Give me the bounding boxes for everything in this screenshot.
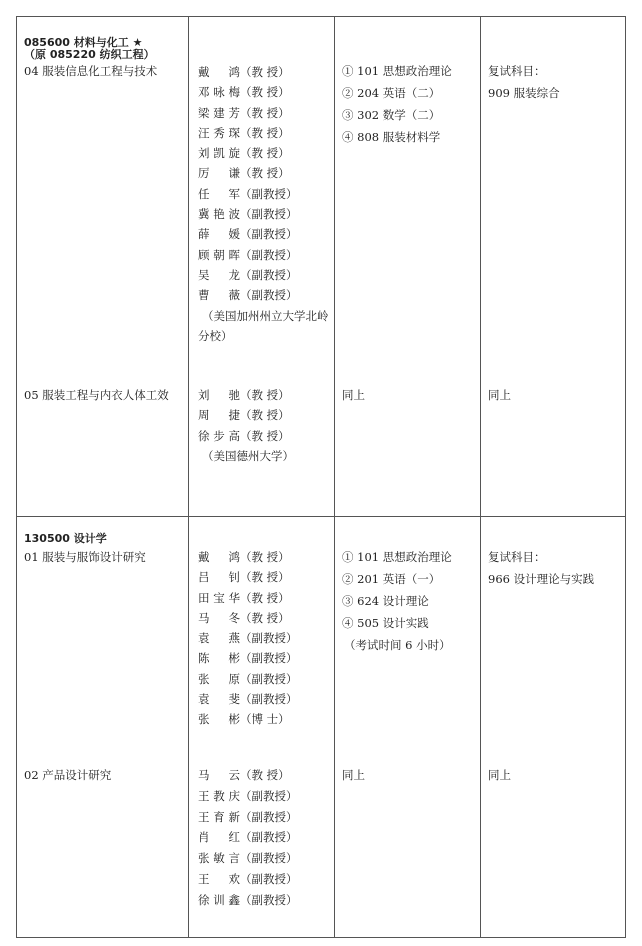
teacher-title: （副教授） xyxy=(240,871,298,886)
teacher-title: （副教授） xyxy=(240,671,298,686)
exam-subjects xyxy=(342,546,452,656)
teacher-title: （教 授） xyxy=(240,125,290,140)
teacher-title: （副教授） xyxy=(240,267,298,282)
retest-subject: 909 服装综合 xyxy=(488,86,560,100)
teacher-note: （美国德州大学） xyxy=(202,448,294,463)
teacher-name: 任 军 xyxy=(198,186,240,201)
teacher-title: （副教授） xyxy=(240,247,298,262)
teacher-name: 马 云 xyxy=(198,768,240,782)
teacher-name: 张 原 xyxy=(198,671,240,686)
teacher-list xyxy=(198,385,294,466)
exam-duration-note: （考试时间 6 小时） xyxy=(344,638,451,652)
teacher-name: 肖 红 xyxy=(198,830,240,845)
teacher-title: （教 授） xyxy=(240,590,290,605)
teacher-row xyxy=(198,103,329,123)
teacher-name: 马 冬 xyxy=(198,610,240,625)
teacher-row xyxy=(198,265,329,285)
teacher-name: 梁建芳 xyxy=(198,105,240,120)
major-header xyxy=(24,37,155,61)
section-divider xyxy=(16,516,626,517)
teacher-row xyxy=(198,890,298,911)
teacher-row xyxy=(198,184,329,204)
teacher-name: 袁 燕 xyxy=(198,631,240,646)
exam-subject: ③ 302 数学（二） xyxy=(342,108,441,122)
teacher-name: 吕 钊 xyxy=(198,570,240,585)
column-divider-1 xyxy=(188,16,189,938)
teacher-row xyxy=(198,385,294,405)
major-code: 130500 设计学 xyxy=(24,532,107,545)
direction-name: 05 服装工程与内衣人体工效 xyxy=(24,388,169,402)
exam-subject: ④ 808 服装材料学 xyxy=(342,130,441,144)
teacher-name: 徐训鑫 xyxy=(198,892,240,907)
teacher-name: 冀艳波 xyxy=(198,207,240,222)
teacher-row xyxy=(198,807,298,828)
teacher-name: 王教庆 xyxy=(198,788,240,803)
teacher-row xyxy=(198,869,298,890)
teacher-title: （教 授） xyxy=(240,610,290,625)
teacher-row xyxy=(198,827,298,848)
teacher-title: （副教授） xyxy=(240,809,298,824)
retest-subjects xyxy=(488,60,560,104)
teacher-name: 薛 媛 xyxy=(198,227,240,242)
teacher-row xyxy=(198,648,298,668)
teacher-list xyxy=(198,62,329,347)
teacher-title: （副教授） xyxy=(240,631,298,646)
teacher-title: （副教授） xyxy=(240,207,298,222)
teacher-title: （教 授） xyxy=(240,388,290,402)
teacher-title: （教 授） xyxy=(240,570,290,585)
teacher-note: 分校） xyxy=(198,329,233,344)
major-code: 085600 材料与化工 ★ xyxy=(24,36,143,49)
teacher-row xyxy=(198,689,298,709)
teacher-name: 曹 薇 xyxy=(198,288,240,303)
teacher-row xyxy=(198,245,329,265)
teacher-name: 刘凯旋 xyxy=(198,146,240,161)
exam-subject: ② 201 英语（一） xyxy=(342,572,441,586)
teacher-title: （教 授） xyxy=(240,428,290,443)
teacher-row xyxy=(198,82,329,102)
exam-subject: ③ 624 设计理论 xyxy=(342,594,429,608)
teacher-name: 邓咏梅 xyxy=(198,85,240,100)
teacher-title: （教 授） xyxy=(240,146,290,161)
retest-subjects-same: 同上 xyxy=(488,388,511,402)
teacher-row xyxy=(198,405,294,425)
table-bottom-border xyxy=(16,937,626,938)
teacher-name: 张 彬 xyxy=(198,712,240,727)
teacher-row xyxy=(198,224,329,244)
teacher-title: （教 授） xyxy=(240,768,290,782)
teacher-title: （教 授） xyxy=(240,85,290,100)
teacher-row xyxy=(198,547,298,567)
teacher-title: （教 授） xyxy=(240,408,290,423)
teacher-title: （教 授） xyxy=(240,65,290,79)
teacher-row xyxy=(198,163,329,183)
teacher-name: 袁 斐 xyxy=(198,692,240,707)
teacher-list xyxy=(198,765,298,911)
exam-subject: ① 101 思想政治理论 xyxy=(342,64,452,78)
teacher-name: 王育新 xyxy=(198,809,240,824)
major-note: （原 085220 纺织工程） xyxy=(24,48,155,61)
major-header xyxy=(24,533,107,545)
teacher-row xyxy=(198,62,329,82)
teacher-title: （教 授） xyxy=(240,105,290,120)
exam-subject: ② 204 英语（二） xyxy=(342,86,441,100)
teacher-name: 周 捷 xyxy=(198,408,240,423)
teacher-name: 陈 彬 xyxy=(198,651,240,666)
teacher-title: （副教授） xyxy=(240,788,298,803)
exam-subjects-same: 同上 xyxy=(342,768,365,782)
teacher-row xyxy=(198,848,298,869)
teacher-name: 戴 鸿 xyxy=(198,550,240,564)
teacher-name: 吴 龙 xyxy=(198,267,240,282)
admissions-table xyxy=(16,16,626,938)
retest-label: 复试科目： xyxy=(488,64,546,78)
teacher-row xyxy=(198,204,329,224)
teacher-row xyxy=(198,285,329,305)
direction-name: 02 产品设计研究 xyxy=(24,768,112,782)
exam-subjects xyxy=(342,60,452,148)
teacher-title: （副教授） xyxy=(240,651,298,666)
teacher-name: 戴 鸿 xyxy=(198,65,240,79)
teacher-list xyxy=(198,547,298,730)
teacher-row xyxy=(198,628,298,648)
teacher-row xyxy=(198,608,298,628)
table-right-border xyxy=(625,16,626,938)
teacher-name: 张敏言 xyxy=(198,851,240,866)
exam-subjects-same: 同上 xyxy=(342,388,365,402)
teacher-title: （副教授） xyxy=(240,830,298,845)
teacher-name: 刘 驰 xyxy=(198,388,240,402)
teacher-note: （美国加州州立大学北岭 xyxy=(202,308,329,323)
teacher-title: （副教授） xyxy=(240,892,298,907)
teacher-title: （副教授） xyxy=(240,288,298,303)
teacher-title: （副教授） xyxy=(240,186,298,201)
teacher-title: （副教授） xyxy=(240,851,298,866)
column-divider-2 xyxy=(334,16,335,938)
retest-subject: 966 设计理论与实践 xyxy=(488,572,595,586)
teacher-title: （教 授） xyxy=(240,550,290,564)
retest-label: 复试科目： xyxy=(488,550,546,564)
teacher-row xyxy=(198,426,294,446)
teacher-row xyxy=(198,123,329,143)
retest-subjects-same: 同上 xyxy=(488,768,511,782)
exam-subject: ④ 505 设计实践 xyxy=(342,616,429,630)
teacher-name: 徐步高 xyxy=(198,428,240,443)
direction-name: 04 服装信息化工程与技术 xyxy=(24,64,158,78)
retest-subjects xyxy=(488,546,594,590)
teacher-title: （教 授） xyxy=(240,166,290,181)
teacher-title: （副教授） xyxy=(240,227,298,242)
exam-subject: ① 101 思想政治理论 xyxy=(342,550,452,564)
teacher-title: （副教授） xyxy=(240,692,298,707)
teacher-name: 厉 谦 xyxy=(198,166,240,181)
teacher-row xyxy=(198,143,329,163)
teacher-name: 顾朝晖 xyxy=(198,247,240,262)
teacher-title: （博 士） xyxy=(240,712,290,727)
direction-name: 01 服装与服饰设计研究 xyxy=(24,550,146,564)
teacher-name: 汪秀琛 xyxy=(198,125,240,140)
table-left-border xyxy=(16,16,17,938)
teacher-name: 王 欢 xyxy=(198,871,240,886)
teacher-name: 田宝华 xyxy=(198,590,240,605)
teacher-row xyxy=(198,709,298,729)
teacher-row xyxy=(198,588,298,608)
teacher-row xyxy=(198,765,298,786)
column-divider-3 xyxy=(480,16,481,938)
table-top-border xyxy=(16,16,626,17)
teacher-row xyxy=(198,669,298,689)
teacher-row xyxy=(198,786,298,807)
teacher-row xyxy=(198,567,298,587)
